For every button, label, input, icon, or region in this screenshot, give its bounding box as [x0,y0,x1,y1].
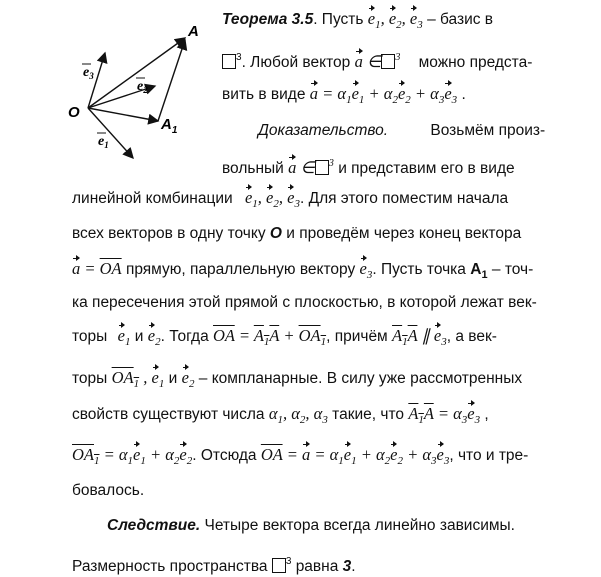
proof-line-5: вольный a ∈ $^3$ и представим его в виде [222,158,515,177]
basis-vectors: $e_1$, $e_2$, $e_3$ [367,9,423,31]
theorem-line-2: $^3$. Любой вектор a ∈ $^3$ можно предста- [222,48,532,73]
vector-A1A [158,40,185,121]
proof-line-9: ка пересечения этой прямой с плоскостью, в которой лежат век- [72,294,537,311]
vector-OA [88,38,185,108]
label-e2: $e_2$ [137,79,148,95]
proof-line-4: Доказательство. Возьмём произ- [258,122,546,139]
vector-membership: a ∈ $^3$ [354,52,401,71]
theorem-title: Теорема 3.5 [222,11,314,28]
proof-line-13: $OA_1 = \alpha_1e_1 + \alpha_2e_2$. Отсюда $\overline{OA} = a = \alpha_1e_1 + \alpha_2e_2 + \alpha_3e_3$, что и тре- [72,445,529,467]
label-e1: $e_1$ [98,134,109,150]
corollary-line-2: Размерность пространства $^3$ равна 3. [72,556,356,575]
vector-diagram [55,18,215,168]
proof-line-10: торы $e_1$ и $e_2$. Тогда $\overline{OA} = A_1A + OA_1$, причём $A_1A$ ∥ $e_3$, а век- [72,326,497,348]
label-A: A [188,23,199,40]
proof-line-7: всех векторов в одну точку O и проведём через конец вектора [72,225,522,242]
label-A1: $A_1$ [161,116,178,136]
theorem-line-1: Теорема 3.5. Пусть $e_1$, $e_2$, $e_3$ – базис в [222,9,494,31]
theorem-line-3: вить в виде $a = \alpha_1e_1 + \alpha_2e_2 + \alpha_3e_3$ . [222,84,466,106]
proof-line-6: линейной комбинации $e_1$, $e_2$, $e_3$. Для этого поместим начала [72,188,509,210]
corollary-line-1: Следствие. Четыре вектора всегда линейно зависимы. [107,517,515,534]
label-O: O [68,104,80,121]
proof-line-11: торы $OA_1$ , $e_1$ и $e_2$ – компланарные. В силу уже рассмотренных [72,368,523,390]
space-symbol [222,54,236,69]
proof-line-12: свойств существуют числа $\alpha_1$, $\alpha_2$, $\alpha_3$ такие, что $A_1A = \alpha_3e_3$ , [72,404,489,426]
corollary-title: Следствие. [107,517,201,534]
proof-line-8: $a = \overline{OA}$ прямую, параллельную вектору $e_3$. Пусть точка $A_1 - точ-$ [72,259,534,281]
proof-title: Доказательство. [258,122,389,139]
decomposition-formula: $a = \alpha_1e_1 + \alpha_2e_2 + \alpha_3e_3$ [309,84,458,106]
label-e3: $e_3$ [83,65,94,81]
proof-line-14: бовалось. [72,482,145,499]
